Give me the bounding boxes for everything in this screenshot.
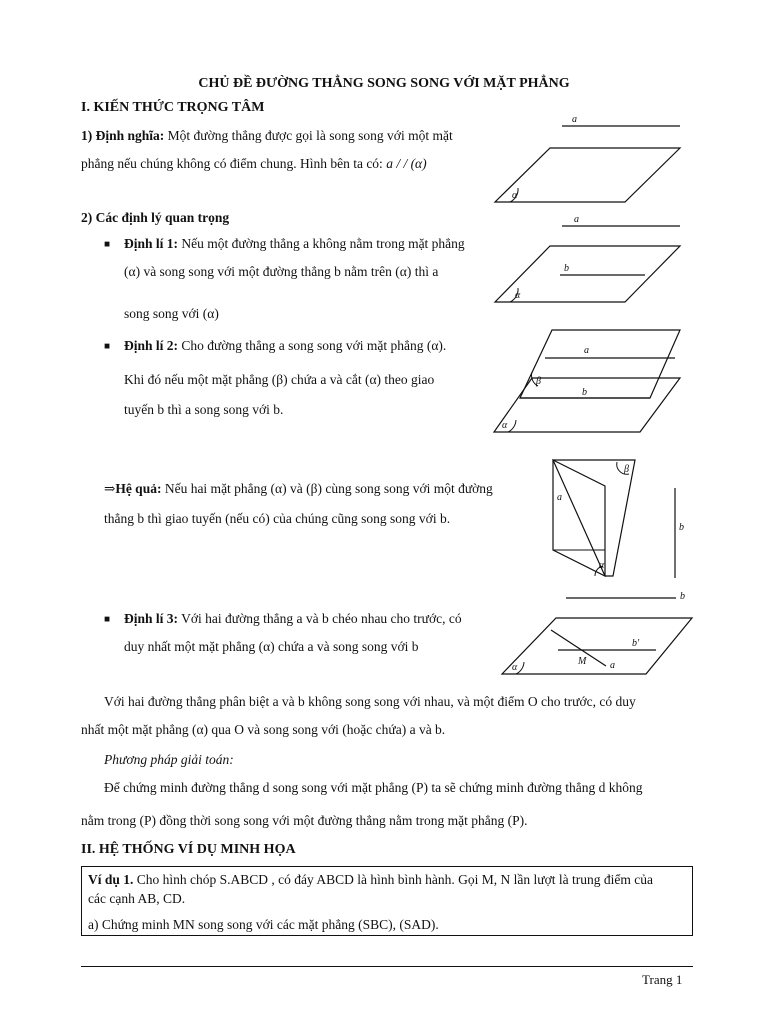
example-text-1: Cho hình chóp S.ABCD , có đáy ABCD là hình bình hành. Gọi M, N lần lượt là trung điểm của (133, 872, 653, 887)
label-b: b (679, 522, 684, 533)
plane-beta (520, 330, 680, 398)
corollary-label: Hệ quả: (115, 481, 162, 496)
bullet-icon: ■ (104, 614, 111, 625)
footer-rule (81, 966, 693, 967)
example-line-3: a) Chứng minh MN song song với các mặt phẳng (SBC), (SAD). (88, 917, 439, 932)
label-b: b (564, 263, 569, 274)
paragraph-line-2: nhất một mặt phẳng (α) qua O và song song với (hoặc chứa) a và b. (81, 722, 446, 737)
plane-alpha (494, 378, 680, 432)
plane-alpha (495, 246, 680, 302)
definition-line-2 (81, 156, 427, 172)
theorem1-line-3: song song với (α) (124, 306, 219, 321)
theorem2-line-2: Khi đó nếu một mặt phẳng (β) chứa a và cắt (α) theo giao (124, 372, 435, 387)
theorem1-line-2: (α) và song song với một đường thẳng b nằm trên (α) thì a (124, 264, 439, 279)
figure-theorem-3 (496, 588, 696, 680)
plane-alpha (495, 148, 680, 202)
method-line-1: Để chứng minh đường thẳng d song song với mặt phẳng (P) ta sẽ chứng minh đường thẳng d không (104, 780, 643, 795)
theorem2-text-1: Cho đường thẳng a song song với mặt phẳng (α). (178, 338, 447, 353)
corollary-line-1 (104, 481, 493, 497)
label-alpha: α (512, 190, 518, 201)
definition-line-1 (81, 128, 453, 144)
definition-formula: a / / (α) (386, 156, 427, 171)
definition-label: 1) Định nghĩa: (81, 128, 165, 143)
section-heading-1: I. KIẾN THỨC TRỌNG TÂM (81, 100, 265, 115)
section-heading-2: II. HỆ THỐNG VÍ DỤ MINH HỌA (81, 842, 296, 857)
plane-alpha (502, 618, 692, 674)
definition-text-1: Một đường thẳng được gọi là song song với một mặt (164, 128, 453, 143)
theorem3-text-1: Với hai đường thẳng a và b chéo nhau cho trước, có (178, 611, 462, 626)
theorem2-line-1 (124, 338, 446, 354)
figure-theorem-1 (490, 210, 690, 310)
bullet-icon: ■ (104, 341, 111, 352)
theorem1-line-1 (124, 236, 465, 252)
page-number: Trang 1 (642, 972, 683, 987)
example-line-2: các cạnh AB, CD. (88, 891, 186, 906)
label-a: a (584, 345, 589, 356)
label-a: a (557, 492, 562, 503)
method-heading: Phương pháp giải toán: (104, 752, 234, 767)
example-line-1 (88, 872, 653, 888)
label-beta: β (536, 376, 541, 387)
bullet-icon: ■ (104, 239, 111, 250)
document-title: CHỦ ĐỀ ĐƯỜNG THẲNG SONG SONG VỚI MẶT PHẲNG (198, 76, 570, 91)
theorem1-label: Định lí 1: (124, 236, 179, 251)
label-a: a (610, 660, 615, 671)
label-alpha: α (502, 420, 508, 431)
theorem3-label: Định lí 3: (124, 611, 179, 626)
label-alpha: α (515, 290, 521, 301)
corollary-line-2: thẳng b thì giao tuyến (nếu có) của chúng cũng song song với b. (104, 511, 451, 526)
example-label: Ví dụ 1. (88, 872, 134, 887)
theorem2-label: Định lí 2: (124, 338, 179, 353)
label-alpha: α (599, 560, 605, 571)
label-b: b (680, 591, 685, 602)
label-b: b (582, 387, 587, 398)
label-alpha: α (512, 662, 518, 673)
theorems-heading: 2) Các định lý quan trọng (81, 210, 230, 225)
paragraph-line-1: Với hai đường thẳng phân biệt a và b không song song với nhau, và một điểm O cho trước, có duy (104, 694, 636, 709)
label-a: a (574, 214, 579, 225)
theorem1-text-1: Nếu một đường thẳng a không nằm trong mặt phẳng (178, 236, 465, 251)
label-a: a (572, 114, 577, 125)
figure-theorem-2 (490, 322, 690, 436)
angle-arc-alpha (508, 420, 516, 432)
definition-text-2: phẳng nếu chúng không có điểm chung. Hình bên ta có: (81, 156, 387, 171)
figure-corollary (545, 456, 695, 586)
label-b-prime: b' (632, 638, 640, 649)
figure-definition (490, 108, 690, 208)
implies-arrow-icon: ⇒ (104, 481, 116, 496)
corollary-text-1: Nếu hai mặt phẳng (α) và (β) cùng song song với một đường (161, 481, 493, 496)
plane-beta (553, 460, 635, 576)
theorem3-line-2: duy nhất một mặt phẳng (α) chứa a và song song với b (124, 639, 419, 654)
theorem3-line-1 (124, 611, 462, 627)
method-line-2: nằm trong (P) đồng thời song song với một đường thẳng nằm trong mặt phẳng (P). (81, 813, 528, 828)
theorem2-line-3: tuyến b thì a song song với b. (124, 402, 284, 417)
label-beta: β (624, 464, 629, 475)
label-M: M (578, 656, 587, 667)
